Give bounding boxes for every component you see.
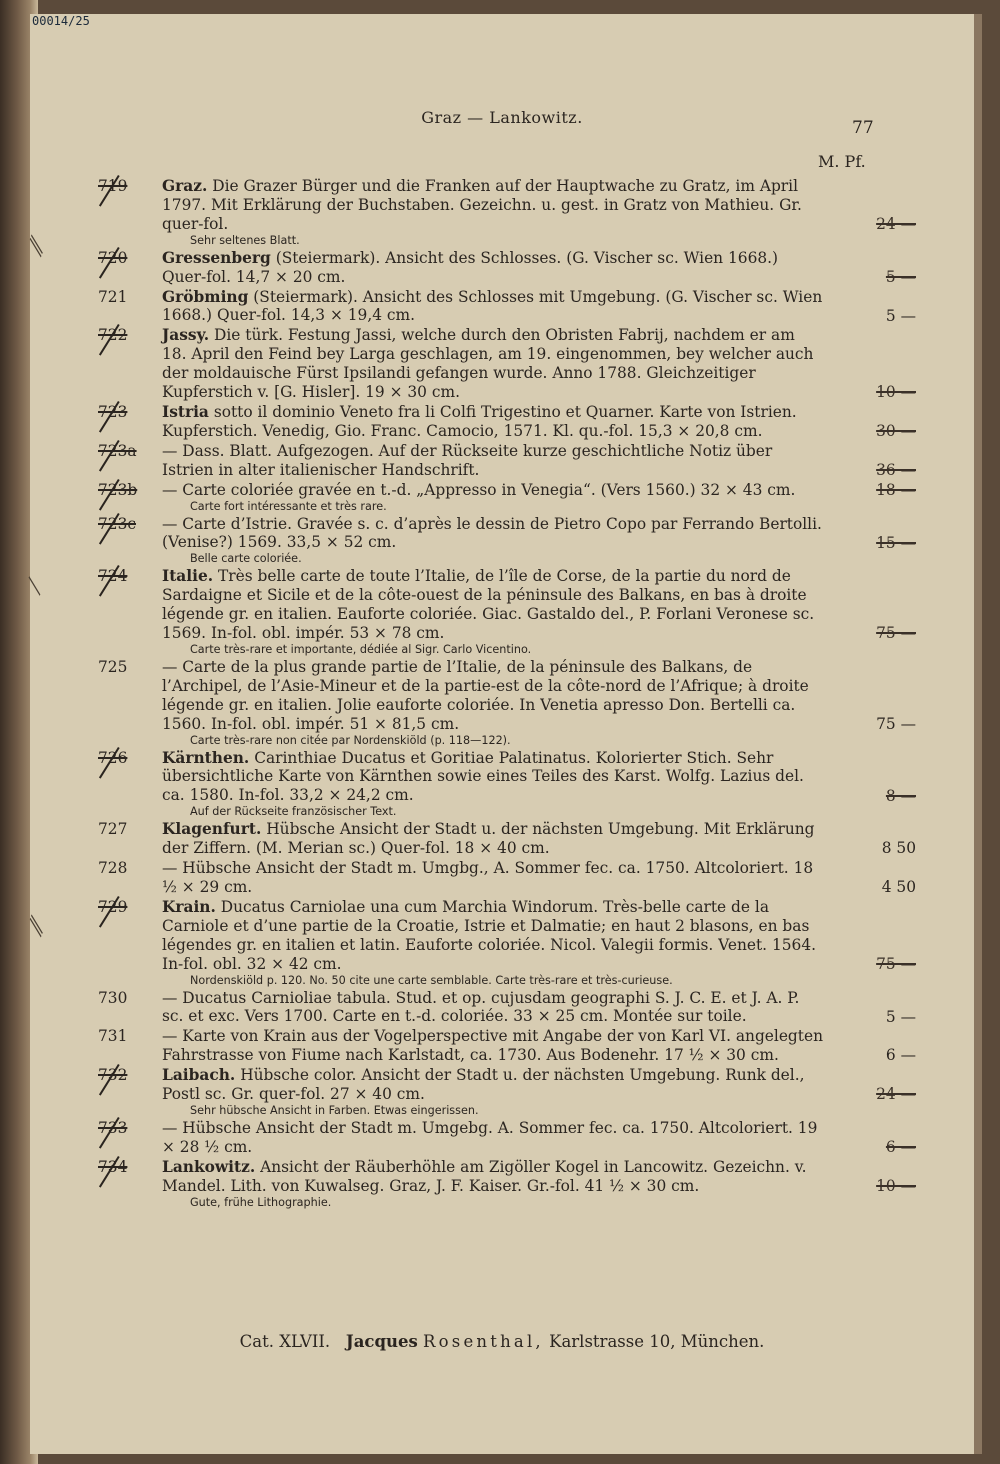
catalog-entry xyxy=(98,480,916,514)
price: 10 — xyxy=(876,383,916,402)
entry-heading: Laibach. xyxy=(162,1066,236,1085)
entry-text-block xyxy=(98,177,824,234)
lot-number: 727 xyxy=(98,820,128,839)
entry-note: Carte fort intéressante et très rare. xyxy=(190,499,387,513)
catalog-entries xyxy=(98,176,916,1211)
price: 36 — xyxy=(876,460,916,479)
entry-heading: Jassy. xyxy=(162,326,210,345)
lot-number: 724 xyxy=(98,567,128,586)
catalog-entry xyxy=(98,859,916,897)
entry-description: Carinthiae Ducatus et Goritiae Palatinatus. Kolorierter Stich. Sehr übersichtliche Karte von Kärnthen sowie eines Teiles des Karst. Wolfg. Lazius del. ca. 1580. In-fol. 33,2 × 24,2 cm. xyxy=(162,748,804,805)
catalog-entry xyxy=(98,248,916,287)
catalog-entry xyxy=(98,748,916,820)
entry-heading: Graz. xyxy=(162,177,208,195)
lot-number: 732 xyxy=(98,1066,128,1085)
catalog-entry xyxy=(98,897,916,988)
entry-note: Carte très-rare et importante, dédiée al Sigr. Carlo Vicentino. xyxy=(190,642,532,656)
entry-text-block xyxy=(98,748,824,806)
margin-handwriting: ⁄⁄ xyxy=(24,918,51,935)
entry-text-block xyxy=(98,567,824,643)
lot-number: 729 xyxy=(98,897,128,916)
entry-description: (Steiermark). Ansicht des Schlosses. (G. Vischer sc. Wien 1668.) Quer-fol. 14,7 × 20 cm. xyxy=(162,248,779,286)
margin-handwriting: ⁄⁄ xyxy=(24,238,51,255)
entry-heading: Gröbming xyxy=(162,287,249,306)
price: 5 — xyxy=(885,1007,916,1026)
entry-text-block xyxy=(98,820,824,858)
currency-header: M. Pf. xyxy=(818,152,866,171)
lot-number: 721 xyxy=(98,287,128,306)
price: 24 — xyxy=(876,1085,916,1104)
entry-description: — Karte von Krain aus der Vogelperspective mit Angabe der von Karl VI. angelegten Fahrstrasse von Fiume nach Karlstadt, ca. 1730. Aus Bodenehr. 17 ½ × 30 cm. xyxy=(162,1027,823,1065)
price: 6 — xyxy=(885,1046,916,1065)
lot-number: 728 xyxy=(98,859,128,878)
entry-description: Ansicht der Räuberhöhle am Zigöller Kogel in Lancowitz. Gezeichn. v. Mandel. Lith. von Kuwalseg. Graz, J. F. Kaiser. Gr.-fol. 41 ½ × 30 cm. xyxy=(162,1157,807,1195)
lot-number: 722 xyxy=(98,326,128,345)
price: 15 — xyxy=(876,533,916,552)
footer-dealer-first: Jacques xyxy=(345,1332,418,1351)
lot-number: 726 xyxy=(98,748,128,767)
price: 8 50 xyxy=(881,839,916,858)
entry-text-block xyxy=(98,248,824,287)
catalog-entry xyxy=(98,441,916,480)
entry-text-block xyxy=(98,514,824,553)
price: 24 — xyxy=(876,215,916,233)
price: 10 — xyxy=(876,1176,916,1195)
price: 30 — xyxy=(876,421,916,440)
lot-number: 723 xyxy=(98,402,128,421)
entry-description: — Carte d’Istrie. Gravée s. c. d’après le dessin de Pietro Copo par Ferrando Bertolli. (Venise?) 1569. 33,5 × 52 cm. xyxy=(162,514,822,552)
catalog-entry xyxy=(98,287,916,326)
catalog-entry xyxy=(98,1066,916,1118)
entry-text-block xyxy=(98,326,824,402)
catalog-entry xyxy=(98,514,916,567)
lot-number: 731 xyxy=(98,1027,128,1046)
entry-description: (Steiermark). Ansicht des Schlosses mit Umgebung. (G. Vischer sc. Wien 1668.) Quer-fol. 14,3 × 19,4 cm. xyxy=(162,287,823,325)
entry-text-block xyxy=(98,1066,824,1104)
entry-text-block xyxy=(98,480,824,500)
entry-description: — Hübsche Ansicht der Stadt m. Umgebg. A. Sommer fec. ca. 1750. Altcoloriert. 19 × 28 ½ cm. xyxy=(162,1118,818,1156)
margin-handwriting: ⁄ xyxy=(23,580,49,593)
catalog-entry xyxy=(98,1027,916,1065)
footer-catalog: Cat. XLVII. xyxy=(239,1332,331,1351)
running-title: Graz — Lankowitz. xyxy=(421,108,583,127)
catalog-page xyxy=(23,14,982,1454)
lot-number: 734 xyxy=(98,1157,128,1176)
entry-description: — Carte de la plus grande partie de l’Italie, de la péninsule des Balkans, de l’Archipel, de l’Asie-Mineur et de la partie-est de la côte-nord de l’Afrique; à droite légende gr. en italien. Jolie eauforte coloriée. In Venetia apresso Don. Bertelli ca. 1560. In-fol. obl. impér. 51 × 81,5 cm. xyxy=(162,657,809,733)
lot-number: 720 xyxy=(98,248,128,267)
catalog-entry xyxy=(98,1157,916,1210)
price: 75 — xyxy=(876,954,916,973)
entry-heading: Krain. xyxy=(162,897,216,916)
catalog-entry xyxy=(98,988,916,1027)
entry-note: Nordenskiöld p. 120. No. 50 cite une carte semblable. Carte très-rare et très-curieuse. xyxy=(190,973,673,987)
entry-description: Ducatus Carniolae una cum Marchia Windorum. Très-belle carte de la Carniole et d’une partie de la Croatie, Istrie et Dalmatie; en haut 2 blasons, en bas légendes gr. en italien et latin. Eauforte coloriée. Nicol. Valegii formis. Venet. 1564. In-fol. obl. 32 × 42 cm. xyxy=(162,897,817,973)
entry-description: — Hübsche Ansicht der Stadt m. Umgbg., A. Sommer fec. ca. 1750. Altcoloriert. 18 ½ × 29 cm. xyxy=(162,859,814,896)
catalog-entry xyxy=(98,657,916,748)
entry-note: Auf der Rückseite französischer Text. xyxy=(190,805,397,819)
entry-note: Sehr hübsche Ansicht in Farben. Etwas eingerissen. xyxy=(190,1103,479,1117)
entry-heading: Kärnthen. xyxy=(162,748,250,767)
entry-description: Hübsche color. Ansicht der Stadt u. der nächsten Umgebung. Runk del., Postl sc. Gr. quer-fol. 27 × 40 cm. xyxy=(162,1066,805,1104)
entry-description: — Ducatus Carnioliae tabula. Stud. et op. cujusdam geographi S. J. C. E. et J. A. P. sc. et exc. Vers 1700. Carte en t.-d. coloriée. 33 × 25 cm. Montée sur toile. xyxy=(162,988,800,1026)
entry-description: — Dass. Blatt. Aufgezogen. Auf der Rückseite kurze geschichtliche Notiz über Istrien in alter italienischer Handschrift. xyxy=(162,441,773,479)
footer-dealer-last: Rosenthal, xyxy=(423,1332,544,1351)
catalog-entry xyxy=(98,326,916,402)
price: 8 — xyxy=(885,786,916,805)
footer-address: Karlstrasse 10, München. xyxy=(549,1332,765,1351)
entry-heading: Klagenfurt. xyxy=(162,820,262,839)
catalog-entry xyxy=(98,177,916,248)
entry-description: — Carte coloriée gravée en t.-d. „Appresso in Venegia“. (Vers 1560.) 32 × 43 cm. xyxy=(162,480,796,499)
entry-text-block xyxy=(98,859,824,897)
entry-description: Hübsche Ansicht der Stadt u. der nächsten Umgebung. Mit Erklärung der Ziffern. (M. Merian sc.) Quer-fol. 18 × 40 cm. xyxy=(162,820,815,858)
catalog-entry xyxy=(98,820,916,858)
price: 75 — xyxy=(876,624,916,643)
page-number: 77 xyxy=(852,118,874,138)
lot-number: 723b xyxy=(98,480,138,499)
entry-note: Sehr seltenes Blatt. xyxy=(190,233,300,247)
lot-number: 730 xyxy=(98,988,128,1007)
entry-heading: Lankowitz. xyxy=(162,1157,256,1176)
archive-label: 00014/25 xyxy=(32,14,90,28)
entry-text-block xyxy=(98,1157,824,1196)
entry-description: Très belle carte de toute l’Italie, de l’île de Corse, de la partie du nord de Sardaigne et Sicile et de la côte-ouest de la péninsule des Balkans, en bas à droite légende gr. en italien. Eauforte coloriée. Giac. Gastaldo del., P. Forlani Veronese sc. 1569. In-fol. obl. impér. 53 × 78 cm. xyxy=(162,567,815,643)
entry-heading: Italie. xyxy=(162,567,214,586)
price: 5 — xyxy=(885,306,916,325)
entry-text-block xyxy=(98,287,824,326)
entry-description: Die Grazer Bürger und die Franken auf der Hauptwache zu Gratz, im April 1797. Mit Erklärung der Buchstaben. Gezeichn. u. gest. in Gratz von Mathieu. Gr. quer-fol. xyxy=(162,177,802,233)
price: 4 50 xyxy=(881,878,916,897)
entry-note: Gute, frühe Lithographie. xyxy=(190,1195,332,1209)
entry-heading: Istria xyxy=(162,402,209,421)
catalog-entry xyxy=(98,567,916,657)
price: 75 — xyxy=(876,714,916,733)
price: 5 — xyxy=(885,267,916,286)
lot-number: 725 xyxy=(98,657,128,676)
entry-heading: Gressenberg xyxy=(162,248,271,267)
entry-description: Die türk. Festung Jassi, welche durch den Obristen Fabrij, nachdem er am 18. April den Feind bey Larga geschlagen, am 19. eingenommen, bey welcher auch der moldauische Fürst Ipsilandi gefangen wurde. Anno 1788. Gleichzeitiger Kupferstich v. [G. Hisler]. 19 × 30 cm. xyxy=(162,326,814,402)
entry-text-block xyxy=(98,657,824,734)
lot-number: 719 xyxy=(98,177,128,195)
price: 6 — xyxy=(885,1137,916,1156)
entry-text-block xyxy=(98,1027,824,1065)
entry-text-block xyxy=(98,441,824,480)
entry-text-block xyxy=(98,1118,824,1157)
catalog-entry xyxy=(98,1118,916,1157)
entry-text-block xyxy=(98,897,824,974)
entry-text-block xyxy=(98,402,824,441)
entry-description: sotto il dominio Veneto fra li Colfi Trigestino et Quarner. Karte von Istrien. Kupferstich. Venedig, Gio. Franc. Camocio, 1571. Kl. qu.-fol. 15,3 × 20,8 cm. xyxy=(162,402,797,440)
price: 18 — xyxy=(876,480,916,499)
entry-note: Belle carte coloriée. xyxy=(190,552,302,566)
lot-number: 733 xyxy=(98,1118,128,1137)
entry-note: Carte très-rare non citée par Nordenskiöld (p. 118—122). xyxy=(190,733,511,747)
lot-number: 723a xyxy=(98,441,137,460)
page-footer xyxy=(30,1332,974,1351)
lot-number: 723c xyxy=(98,514,136,533)
catalog-entry xyxy=(98,402,916,441)
entry-text-block xyxy=(98,988,824,1027)
